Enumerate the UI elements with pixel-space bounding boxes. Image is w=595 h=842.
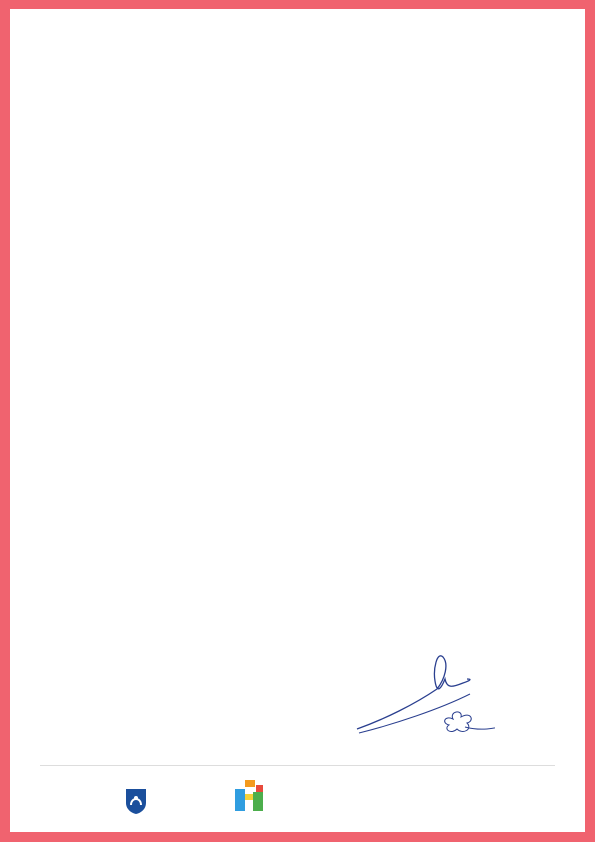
cpm-logo	[234, 780, 264, 814]
department-education-logo	[124, 787, 148, 815]
certificate-page	[10, 9, 585, 832]
decorative-crosses-band	[10, 539, 585, 619]
handwritten-signatures	[345, 649, 495, 744]
olympiad-plus-logo	[267, 23, 327, 53]
footer-divider	[40, 765, 555, 766]
